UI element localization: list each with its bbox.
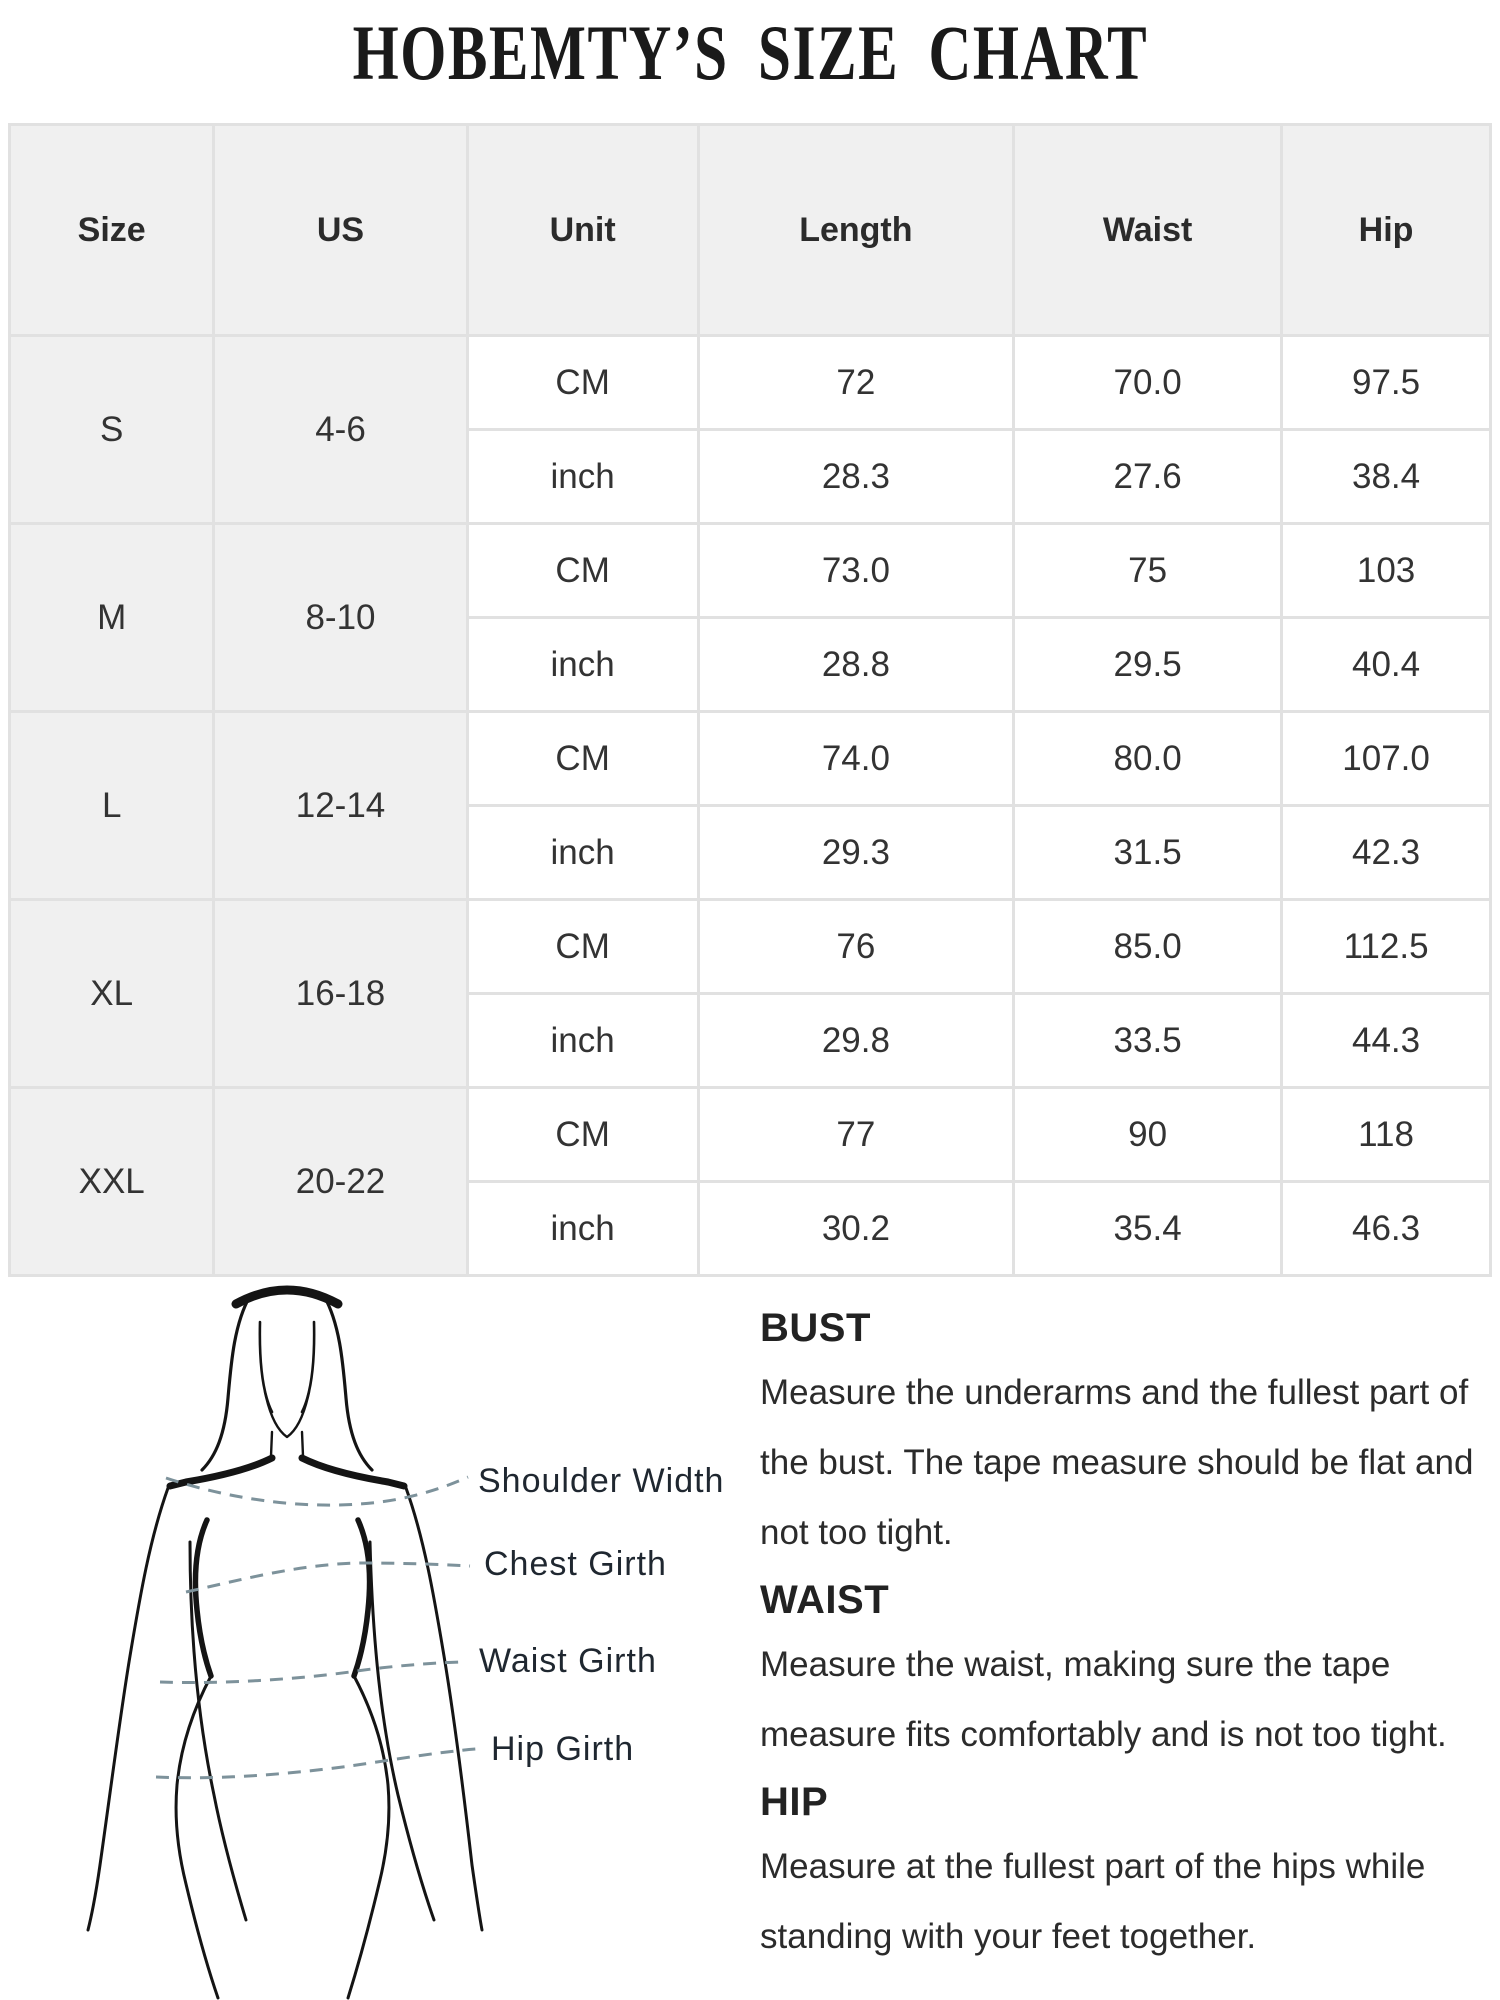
us-cell: 12-14	[214, 712, 467, 900]
value-cell: 103	[1282, 524, 1491, 618]
unit-cell: inch	[467, 994, 698, 1088]
value-cell: 74.0	[698, 712, 1013, 806]
unit-cell: CM	[467, 900, 698, 994]
unit-cell: inch	[467, 1182, 698, 1276]
value-cell: 46.3	[1282, 1182, 1491, 1276]
page-title: HOBEMTY’S SIZE CHART	[352, 9, 1148, 96]
hip-dash-line	[156, 1749, 476, 1778]
body-diagram	[0, 1280, 760, 2000]
table-row	[10, 1088, 1491, 1182]
value-cell: 33.5	[1014, 994, 1282, 1088]
value-cell: 28.3	[698, 430, 1013, 524]
us-cell: 20-22	[214, 1088, 467, 1276]
value-cell: 27.6	[1014, 430, 1282, 524]
guide-heading-hip: HIP	[760, 1780, 829, 1824]
value-cell: 40.4	[1282, 618, 1491, 712]
value-cell: 107.0	[1282, 712, 1491, 806]
us-cell: 8-10	[214, 524, 467, 712]
value-cell: 112.5	[1282, 900, 1491, 994]
us-cell: 4-6	[214, 336, 467, 524]
value-cell: 118	[1282, 1088, 1491, 1182]
guide-text-waist: Measure the waist, making sure the tape measure fits comfortably and is not too tight.	[760, 1645, 1447, 1754]
column-header-hip: Hip	[1282, 125, 1491, 336]
label-shoulder-width: Shoulder Width	[478, 1462, 725, 1500]
size-cell: S	[10, 336, 214, 524]
size-cell: M	[10, 524, 214, 712]
table-row	[10, 900, 1491, 994]
shoulder-dash-line	[166, 1477, 468, 1505]
size-chart-table	[8, 123, 1492, 1277]
us-cell: 16-18	[214, 900, 467, 1088]
unit-cell: CM	[467, 524, 698, 618]
guide-heading-waist: WAIST	[760, 1578, 890, 1622]
column-header-us: US	[214, 125, 467, 336]
right-hip-leg-line	[348, 1676, 389, 1998]
value-cell: 77	[698, 1088, 1013, 1182]
column-header-length: Length	[698, 125, 1013, 336]
value-cell: 28.8	[698, 618, 1013, 712]
size-cell: L	[10, 712, 214, 900]
value-cell: 38.4	[1282, 430, 1491, 524]
measuring-instructions	[760, 1302, 1492, 1978]
unit-cell: inch	[467, 806, 698, 900]
column-header-size: Size	[10, 125, 214, 336]
table-header-row	[10, 125, 1491, 336]
measuring-guide-section	[0, 1280, 1500, 2000]
unit-cell: inch	[467, 430, 698, 524]
face-chin-line	[265, 1392, 309, 1437]
right-shoulder-line	[302, 1458, 404, 1486]
table-row	[10, 336, 1491, 430]
unit-cell: CM	[467, 336, 698, 430]
value-cell: 85.0	[1014, 900, 1282, 994]
value-cell: 73.0	[698, 524, 1013, 618]
value-cell: 29.8	[698, 994, 1013, 1088]
value-cell: 42.3	[1282, 806, 1491, 900]
guide-heading-bust: BUST	[760, 1306, 871, 1350]
value-cell: 35.4	[1014, 1182, 1282, 1276]
value-cell: 90	[1014, 1088, 1282, 1182]
value-cell: 76	[698, 900, 1013, 994]
page-header	[0, 8, 1500, 98]
size-cell: XXL	[10, 1088, 214, 1276]
value-cell: 29.5	[1014, 618, 1282, 712]
left-hip-leg-line	[176, 1676, 218, 1998]
value-cell: 31.5	[1014, 806, 1282, 900]
value-cell: 97.5	[1282, 336, 1491, 430]
unit-cell: inch	[467, 618, 698, 712]
size-cell: XL	[10, 900, 214, 1088]
value-cell: 44.3	[1282, 994, 1491, 1088]
column-header-waist: Waist	[1014, 125, 1282, 336]
table-row	[10, 524, 1491, 618]
value-cell: 80.0	[1014, 712, 1282, 806]
guide-text-hip: Measure at the fullest part of the hips while standing with your feet together.	[760, 1847, 1426, 1956]
table-row	[10, 712, 1491, 806]
label-hip-girth: Hip Girth	[491, 1730, 635, 1768]
figure-outline	[88, 1290, 482, 1998]
label-waist-girth: Waist Girth	[479, 1642, 657, 1680]
unit-cell: CM	[467, 1088, 698, 1182]
value-cell: 75	[1014, 524, 1282, 618]
guide-text-bust: Measure the underarms and the fullest part of the bust. The tape measure should be flat and not too tight.	[760, 1373, 1474, 1552]
unit-cell: CM	[467, 712, 698, 806]
label-chest-girth: Chest Girth	[484, 1545, 667, 1583]
value-cell: 70.0	[1014, 336, 1282, 430]
value-cell: 30.2	[698, 1182, 1013, 1276]
value-cell: 72	[698, 336, 1013, 430]
left-shoulder-line	[170, 1458, 272, 1486]
column-header-unit: Unit	[467, 125, 698, 336]
value-cell: 29.3	[698, 806, 1013, 900]
hair-top-line	[236, 1290, 338, 1304]
